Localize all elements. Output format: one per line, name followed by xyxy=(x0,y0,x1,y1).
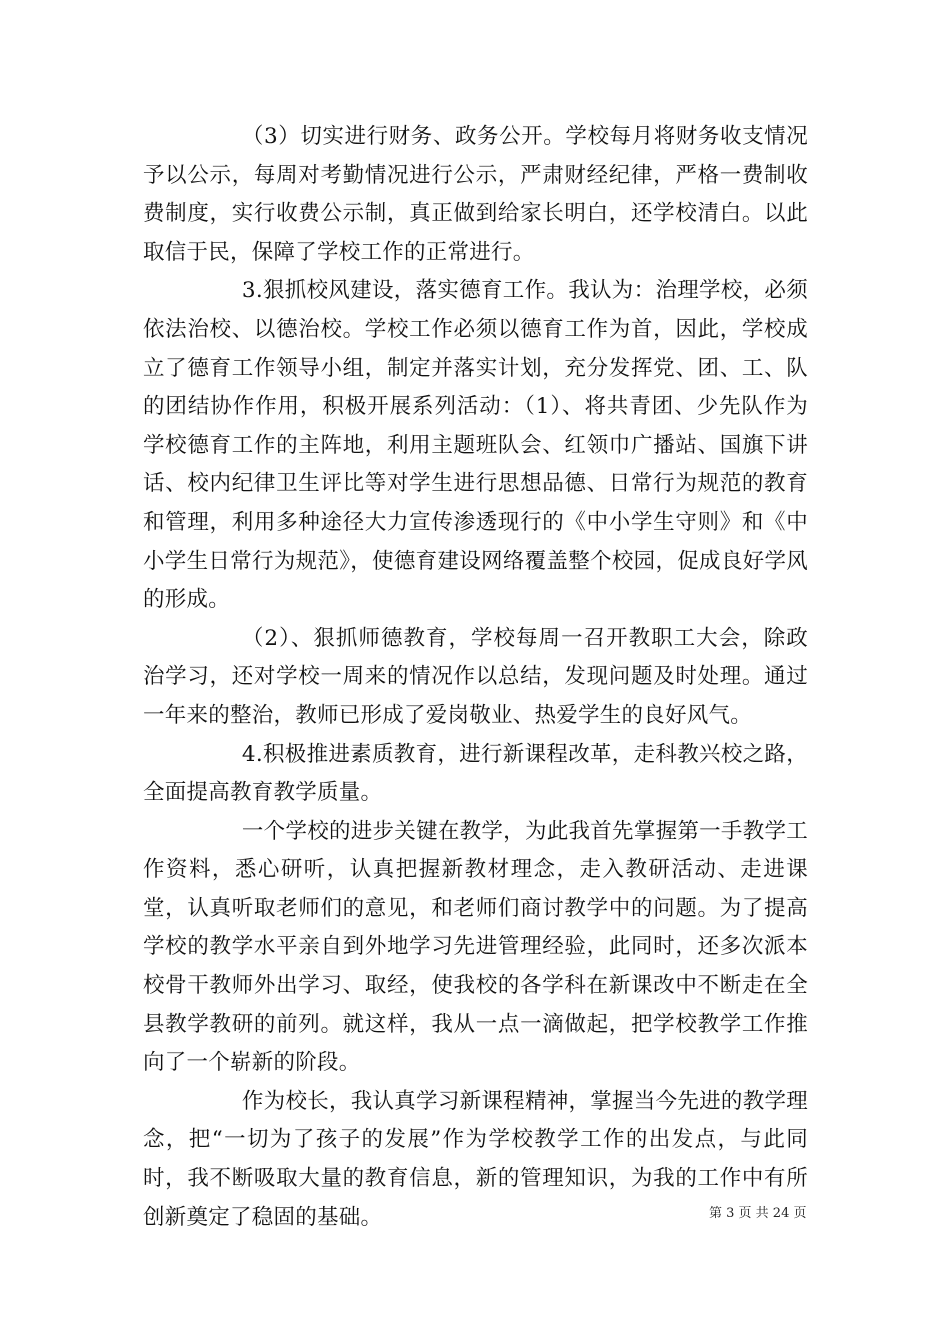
paragraph-finance-disclosure: （3）切实进行财务、政务公开。学校每月将财务收支情况予以公示，每周对考勤情况进行公示，严肃财经纪律，严格一费制收费制度，实行收费公示制，真正做到给家长明白，还学校清白。以此取信于民，保障了学校工作的正常进行。 xyxy=(143,124,808,265)
paragraph-quality-education: 4.积极推进素质教育，进行新课程改革，走科教兴校之路，全面提高教育教学质量。 xyxy=(143,741,808,806)
paragraph-teacher-ethics: （2）、狠抓师德教育，学校每周一召开教职工大会，除政治学习，还对学校一周来的情况作以总结，发现问题及时处理。通过一年来的整治，教师已形成了爱岗敬业、热爱学生的良好风气。 xyxy=(143,625,808,728)
page-number-footer: 第 3 页 共 24 页 xyxy=(709,1206,807,1221)
document-body xyxy=(143,118,808,1237)
paragraph-principal-learning: 作为校长，我认真学习新课程精神，掌握当今先进的教学理念，把“一切为了孩子的发展”作为学校教学工作的出发点，与此同时，我不断吸取大量的教育信息，新的管理知识，为我的工作中有所创新奠定了稳固的基础。 xyxy=(143,1088,808,1230)
paragraph-school-spirit: 3.狠抓校风建设，落实德育工作。我认为：治理学校，必须依法治校、以德治校。学校工作必须以德育工作为首，因此，学校成立了德育工作领导小组，制定并落实计划，充分发挥党、团、工、队的团结协作作用，积极开展系列活动：（1）、将共青团、少先队作为学校德育工作的主阵地，利用主题班队会、红领巾广播站、国旗下讲话、校内纪律卫生评比等对学生进行思想品德、日常行为规范的教育和管理，利用多种途径大力宣传渗透现行的《中小学生守则》和《中小学生日常行为规范》，使德育建设网络覆盖整个校园，促成良好学风的形成。 xyxy=(143,278,808,613)
paragraph-teaching-progress: 一个学校的进步关键在教学，为此我首先掌握第一手教学工作资料，悉心研听，认真把握新教材理念，走入教研活动、走进课堂，认真听取老师们的意见，和老师们商讨教学中的问题。为了提高学校的教学水平亲自到外地学习先进管理经验，此同时，还多次派本校骨干教师外出学习、取经，使我校的各学科在新课改中不断走在全县教学教研的前列。就这样，我从一点一滴做起，把学校教学工作推向了一个崭新的阶段。 xyxy=(143,818,808,1076)
